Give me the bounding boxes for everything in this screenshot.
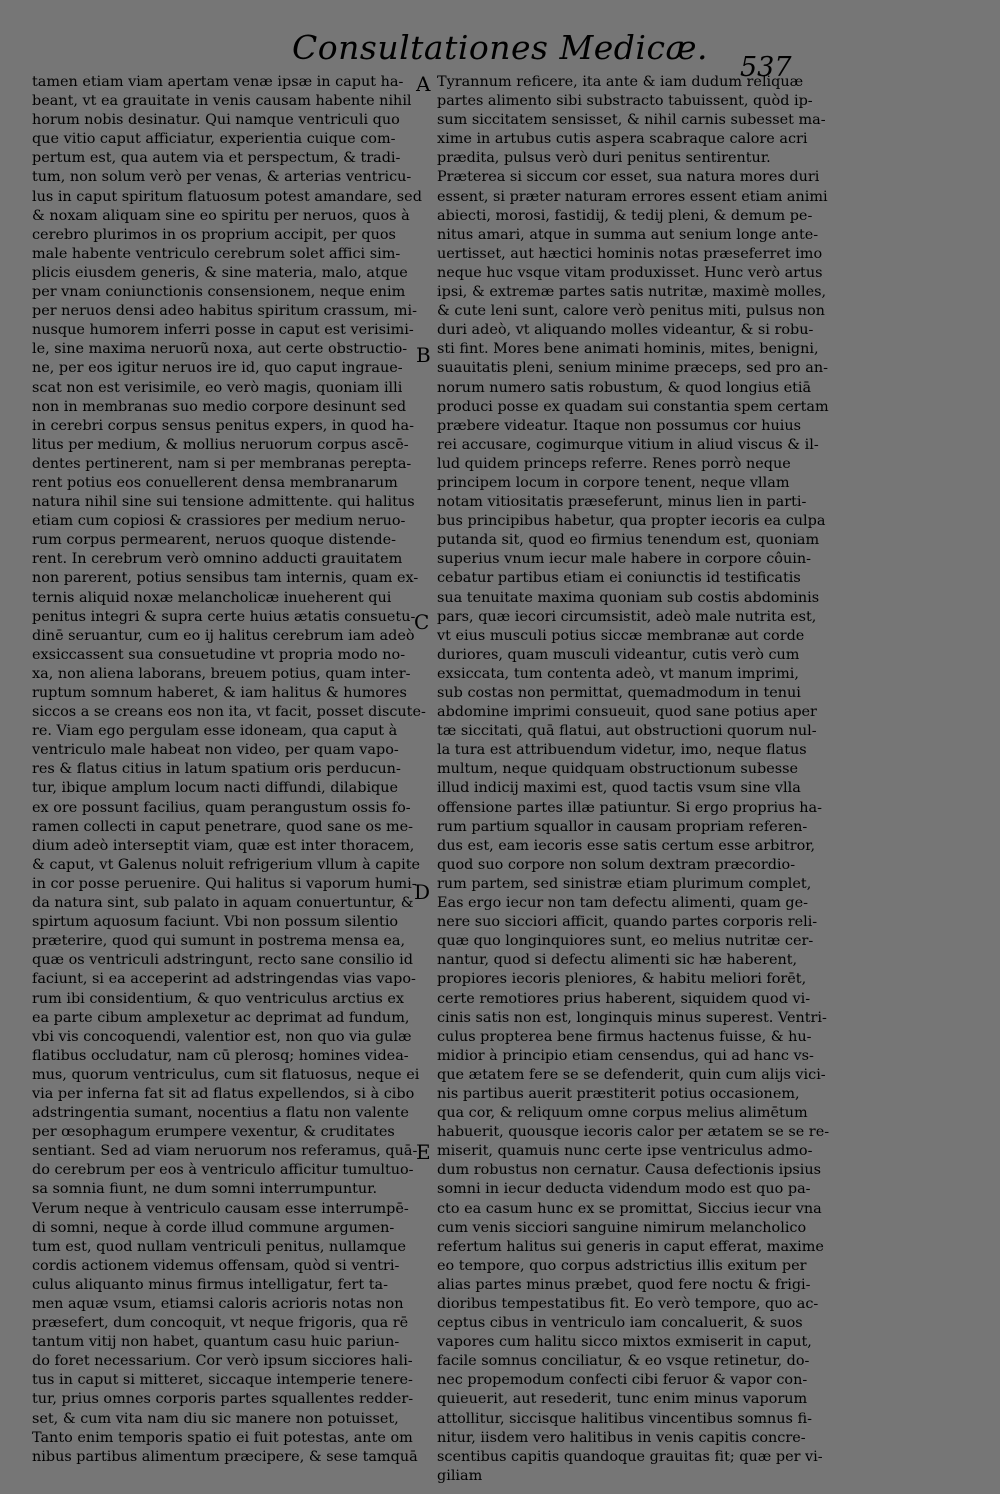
text-line: habuerit, quousque iecoris calor per ætatem se se re- xyxy=(437,1124,830,1141)
text-line: vbi vis concoquendi, valentior est, non quo via gulæ xyxy=(32,1028,412,1045)
text-line: pertum est, qua autem via et perspectum, & tradi- xyxy=(32,150,401,167)
text-line: duri adeò, vt aliquando molles videantur, & si robu- xyxy=(437,322,814,339)
text-line: in cerebri corpus sensus penitus expers, in quod ha- xyxy=(32,417,414,434)
text-line: set, & cum vita nam diu sic manere non potuisset, xyxy=(32,1410,399,1427)
text-line: produci posse ex quadam sui constantia spem certam xyxy=(437,398,829,415)
text-line: propiores iecoris pleniores, & habitu meliori forēt, xyxy=(437,971,807,988)
text-line: rent potius eos conuellerent densa membranarum xyxy=(32,474,398,491)
text-line: attollitur, siccisque halitibus vincentibus somnus fi- xyxy=(437,1410,812,1427)
text-line: ramen collecti in caput penetrare, quod sane os me- xyxy=(32,818,414,835)
text-line: quæ os ventriculi adstringunt, recto sane consilio id xyxy=(32,952,413,969)
text-line: exsiccata, tum contenta adeò, vt manum imprimi, xyxy=(437,665,799,682)
text-line: tus in caput si mitteret, siccaque intemperie tenere- xyxy=(32,1372,413,1389)
right-column xyxy=(437,73,830,1486)
text-line: sa somnia fiunt, ne dum somni interrumpuntur. xyxy=(32,1181,378,1198)
text-line: lud quidem princeps referre. Renes porrò neque xyxy=(437,455,791,472)
text-line: culus aliquanto minus firmus intelligatur, fert ta- xyxy=(32,1276,388,1293)
text-line: sti fint. Mores bene animati hominis, mites, benigni, xyxy=(437,341,819,358)
text-line: que vitio caput afficiatur, experientia cuique com- xyxy=(32,131,396,148)
text-line: cinis satis non est, longinquis minus superest. Ventri- xyxy=(437,1009,827,1026)
text-line: ceptus cibus in ventriculo iam concaluerit, & suos xyxy=(437,1315,803,1332)
text-line: non in membranas suo medio corpore desinunt sed xyxy=(32,398,407,415)
text-line: & noxam aliquam sine eo spiritu per neruos, quos à xyxy=(32,207,410,224)
text-line: rent. In cerebrum verò omnino adducti grauitatem xyxy=(32,551,403,568)
text-line: men aquæ vsum, etiamsi caloris acrioris notas non xyxy=(32,1296,404,1312)
text-line: da natura sint, sub palato in aquam conuertuntur, & xyxy=(32,895,414,912)
running-title: Consultationes Medicæ. xyxy=(292,28,708,67)
text-line: facile somnus conciliatur, & eo vsque retinetur, do- xyxy=(437,1353,810,1370)
margin-letter-a: A xyxy=(416,72,431,96)
text-line: siccos a se creans eos non ita, vt facit, posset discute- xyxy=(32,704,426,721)
text-line: nusque humorem inferri posse in caput est verisimi- xyxy=(32,322,414,339)
text-line: litus per medium, & mollius neruorum corpus ascē- xyxy=(32,436,409,453)
text-line: bus principibus habetur, qua propter iecoris ea culpa xyxy=(437,513,826,530)
text-line: tum est, quod nullam ventriculi penitus, nullamque xyxy=(32,1238,407,1255)
text-line: plicis eiusdem generis, & sine materia, malo, atque xyxy=(32,264,408,281)
text-line: & cute leni sunt, calore verò penitus miti, pulsus non xyxy=(437,303,825,320)
text-line: refertum halitus sui generis in caput efferat, maxime xyxy=(437,1238,824,1255)
text-line: dentes pertinerent, nam si per membranas perepta- xyxy=(32,455,412,472)
text-line: scentibus capitis quandoque grauitas fit; quæ per vi- xyxy=(437,1448,823,1465)
text-line: sua tenuitate maxima quoniam sub costis abdominis xyxy=(437,589,820,606)
text-line: via per inferna fat sit ad flatus expellendos, si à cibo xyxy=(32,1085,415,1102)
text-line: quæ quo longinquiores sunt, eo melius nutritæ cer- xyxy=(437,933,814,950)
text-line: nantur, quod si defectu alimenti sic hæ haberent, xyxy=(437,952,798,969)
text-line: cto ea casum hunc ex se promittat, Siccius iecur vna xyxy=(437,1200,822,1217)
text-line: male habente ventriculo cerebrum solet affici sim- xyxy=(32,245,401,262)
text-line: Eas ergo iecur non tam defectu alimenti, quam ge- xyxy=(437,895,809,912)
text-line: la tura est attribuendum videtur, imo, neque flatus xyxy=(437,742,807,759)
text-line: norum numero satis robustum, & quod longius etiā xyxy=(437,379,812,396)
text-line: dinē seruantur, cum eo ij halitus cerebrum iam adeò xyxy=(32,627,415,644)
text-line: Præterea si siccum cor esset, sua natura mores duri xyxy=(437,169,820,186)
text-line: sentiant. Sed ad viam neruorum nos referamus, quā- xyxy=(32,1143,418,1160)
text-line: di somni, neque à corde illud commune argumen- xyxy=(32,1219,395,1236)
text-line: rum corpus permearent, neruos quoque distende- xyxy=(32,532,396,549)
text-line: xa, non aliena laborans, breuem potius, quam inter- xyxy=(32,665,411,682)
text-line: scat non est verisimile, eo verò magis, quoniam illi xyxy=(32,379,403,396)
text-line: spirtum aquosum faciunt. Vbi non possum silentio xyxy=(32,914,399,931)
text-line: sub costas non permittat, quemadmodum in tenui xyxy=(437,685,801,701)
text-line: culus propterea bene firmus hactenus fuisse, & hu- xyxy=(437,1028,812,1045)
text-line: eo tempore, quo corpus adstrictius illis exitum per xyxy=(437,1257,807,1274)
text-line: tum, non solum verò per venas, & arterias ventricu- xyxy=(32,169,412,186)
text-line: tur, ibique amplum locum nacti diffundi, dilabique xyxy=(32,780,399,797)
text-line: pars, quæ iecori circumsistit, adeò male nutrita est, xyxy=(437,608,817,625)
text-line: neque huc vsque vitam produxisset. Hunc verò artus xyxy=(437,264,823,281)
text-line: dum robustus non cernatur. Causa defectionis ipsius xyxy=(437,1162,822,1179)
text-line: faciunt, si ea acceperint ad adstringendas vias vapo- xyxy=(32,971,416,988)
text-line: notam vitiositatis præseferunt, minus lien in parti- xyxy=(437,494,807,511)
text-line: lus in caput spiritum flatuosum potest amandare, sed xyxy=(32,188,422,205)
text-line: miserit, quamuis nunc certe ipse ventriculus admo- xyxy=(437,1143,813,1160)
text-line: duriores, quam musculi videantur, cutis verò cum xyxy=(437,646,800,663)
text-line: nibus partibus alimentum præcipere, & sese tamquā xyxy=(32,1448,418,1465)
text-line: præterire, quod qui sumunt in postrema mensa ea, xyxy=(32,933,406,950)
text-line: dium adeò interseptit viam, quæ est inter thoracem, xyxy=(32,837,415,854)
text-line: vt eius musculi potius siccæ membranæ aut corde xyxy=(437,627,805,644)
text-line: tamen etiam viam apertam venæ ipsæ in caput ha- xyxy=(32,74,404,90)
text-line: per vnam coniunctionis consensionem, neque enim xyxy=(32,284,406,301)
text-line: ruptum somnum haberet, & iam halitus & humores xyxy=(32,685,407,701)
text-line: superius vnum iecur male habere in corpore côuin- xyxy=(437,551,811,568)
text-line: le, sine maxima neruorũ noxa, aut certe obstructio- xyxy=(32,341,408,358)
text-line: Tanto enim temporis spatio ei fuit potestas, ante om xyxy=(32,1429,413,1446)
text-line: tæ siccitati, quā flatui, aut obstructioni quorum nul- xyxy=(437,723,817,740)
text-line: præsefert, dum concoquit, vt neque frigoris, qua rē xyxy=(32,1315,409,1332)
text-line: nis partibus auerit præstiterit potius occasionem, xyxy=(437,1085,800,1102)
text-line: non parerent, potius sensibus tam internis, quam ex- xyxy=(32,570,419,587)
text-line: adstringentia sumant, nocentius a flatu non valente xyxy=(32,1105,409,1122)
text-line: res & flatus citius in latum spatium oris perducun- xyxy=(32,761,401,778)
text-line: cerebro plurimos in os proprium accipit, per quos xyxy=(32,226,396,243)
text-line: horum nobis desinatur. Qui namque ventriculi quo xyxy=(32,112,400,129)
text-line: essent, si præter naturam errores essent etiam animi xyxy=(437,188,828,205)
text-line: natura nihil sine sui tensione admittente. qui halitus xyxy=(32,494,415,511)
text-line: penitus integri & supra certe huius ætatis consuetu- xyxy=(32,608,416,625)
text-line: abiecti, morosi, fastidij, & tedij pleni, & demum pe- xyxy=(437,207,813,224)
text-line: partes alimento sibi substracto tabuissent, quòd ip- xyxy=(437,93,813,110)
text-line: ex ore possunt facilius, quam perangustum ossis fo- xyxy=(32,799,411,816)
text-line: tantum vitij non habet, quantum casu huic pariun- xyxy=(32,1334,400,1351)
text-line: rum ibi considentium, & quo ventriculus arctius ex xyxy=(32,990,404,1007)
text-line: que ætatem fere se se defenderit, quin cum alijs vici- xyxy=(437,1066,826,1083)
text-line: uertisset, aut hæctici hominis notas præseferret imo xyxy=(437,245,823,262)
text-line: per œsophagum erumpere vexentur, & cruditates xyxy=(32,1124,395,1141)
text-line: illud indicij maximi est, quod tactis vsum sine vlla xyxy=(437,780,801,797)
text-line: do cerebrum per eos à ventriculo afficitur tumultuo- xyxy=(32,1162,414,1179)
text-line: sum siccitatem sensisset, & nihil carnis subesset ma- xyxy=(437,112,826,129)
margin-letter-d: D xyxy=(414,880,431,904)
margin-letter-e: E xyxy=(416,1140,431,1164)
left-column xyxy=(32,73,426,1467)
text-line: qua cor, & reliquum omne corpus melius alimētum xyxy=(437,1105,808,1122)
text-line: beant, vt ea grauitate in venis causam habente nihil xyxy=(32,93,412,110)
text-line: Tyrannum reficere, ita ante & iam dudum reliquæ xyxy=(437,74,804,90)
text-line: nitur, iisdem vero halitibus in venis capitis concre- xyxy=(437,1429,806,1446)
text-line: multum, neque quidquam obstructionum subesse xyxy=(437,761,799,778)
text-line: rum partium squallor in causam propriam referen- xyxy=(437,818,808,835)
text-line: quod suo corpore non solum dextram præcordio- xyxy=(437,856,796,873)
text-line: midior à principio etiam censendus, qui ad hanc vs- xyxy=(437,1047,814,1064)
text-line: mus, quorum ventriculus, cum sit flatuosus, neque ei xyxy=(32,1066,420,1083)
text-line: re. Viam ego pergulam esse idoneam, qua caput à xyxy=(32,723,398,740)
text-line: offensione partes illæ patiuntur. Si ergo proprius ha- xyxy=(437,799,822,816)
text-line: tur, prius omnes corporis partes squallentes redder- xyxy=(32,1391,414,1408)
text-line: cum venis sicciori sanguine nimirum melancholico xyxy=(437,1219,807,1236)
text-line: somni in iecur deducta videndum modo est quo pa- xyxy=(437,1181,811,1198)
text-line: ea parte cibum amplexetur ac deprimat ad fundum, xyxy=(32,1009,410,1026)
text-line: quieuerit, aut resederit, tunc enim minus vaporum xyxy=(437,1391,808,1408)
text-line: ternis aliquid noxæ melancholicæ inueherent qui xyxy=(32,589,392,606)
text-line: xime in artubus cutis aspera scabraque calore acri xyxy=(437,131,808,148)
text-line: nere suo sicciori afficit, quando partes corporis reli- xyxy=(437,914,818,931)
text-line: giliam xyxy=(437,1467,483,1484)
text-line: rum partem, sed sinistræ etiam plurimum complet, xyxy=(437,875,812,892)
text-line: putanda sit, quod eo firmius tenendum est, quoniam xyxy=(437,532,820,549)
text-line: nitus amari, atque in summa aut senium longe ante- xyxy=(437,226,819,243)
text-line: alias partes minus præbet, quod fere noctu & frigi- xyxy=(437,1276,811,1293)
text-line: prædita, pulsus verò duri penitus sentirentur. xyxy=(437,150,771,167)
text-line: etiam cum copiosi & crassiores per medium neruo- xyxy=(32,513,406,530)
text-line: cordis actionem videmus offensam, quòd si ventri- xyxy=(32,1257,400,1274)
text-line: ipsi, & extremæ partes satis nutritæ, maximè molles, xyxy=(437,284,827,301)
text-line: flatibus occludatur, nam cū plerosq; homines videa- xyxy=(32,1047,409,1064)
text-line: abdomine imprimi consueuit, quod sane potius aper xyxy=(437,704,817,721)
text-line: dus est, eam iecoris esse satis certum esse arbitror, xyxy=(437,837,816,854)
text-line: ne, per eos igitur neruos ire id, quo caput ingraue- xyxy=(32,360,403,377)
margin-letter-c: C xyxy=(414,610,430,634)
text-line: Verum neque à ventriculo causam esse interrumpē- xyxy=(32,1200,409,1217)
text-line: principem locum in corpore tenent, neque vllam xyxy=(437,474,790,491)
text-line: suauitatis pleni, senium minime præceps, sed pro an- xyxy=(437,360,828,377)
text-line: rei accusare, cogimurque vitium in aliud viscus & il- xyxy=(437,436,819,453)
text-line: cebatur partibus etiam ei coniunctis id testificatis xyxy=(437,570,801,587)
text-line: do foret necessarium. Cor verò ipsum sicciores hali- xyxy=(32,1353,413,1370)
text-line: certe remotiores prius haberent, siquidem quod vi- xyxy=(437,990,811,1007)
text-line: per neruos densi adeo habitus spiritum crassum, mi- xyxy=(32,303,417,320)
text-line: & caput, vt Galenus noluit refrigerium vllum à capite xyxy=(32,856,421,873)
text-line: exsiccassent sua consuetudine vt propria modo no- xyxy=(32,646,406,663)
text-line: vapores cum halitu sicco mixtos exmiserit in caput, xyxy=(437,1334,812,1351)
margin-letter-b: B xyxy=(416,343,431,367)
text-line: dioribus tempestatibus fit. Eo verò tempore, quo ac- xyxy=(437,1296,819,1312)
text-line: in cor posse peruenire. Qui halitus si vaporum humi- xyxy=(32,875,417,892)
text-line: ventriculo male habeat non video, per quam vapo- xyxy=(32,742,399,759)
text-line: nec propemodum confecti cibi feruor & vapor con- xyxy=(437,1372,808,1389)
text-line: præbere videatur. Itaque non possumus cor huius xyxy=(437,417,802,434)
page-number: 537 xyxy=(740,52,792,83)
